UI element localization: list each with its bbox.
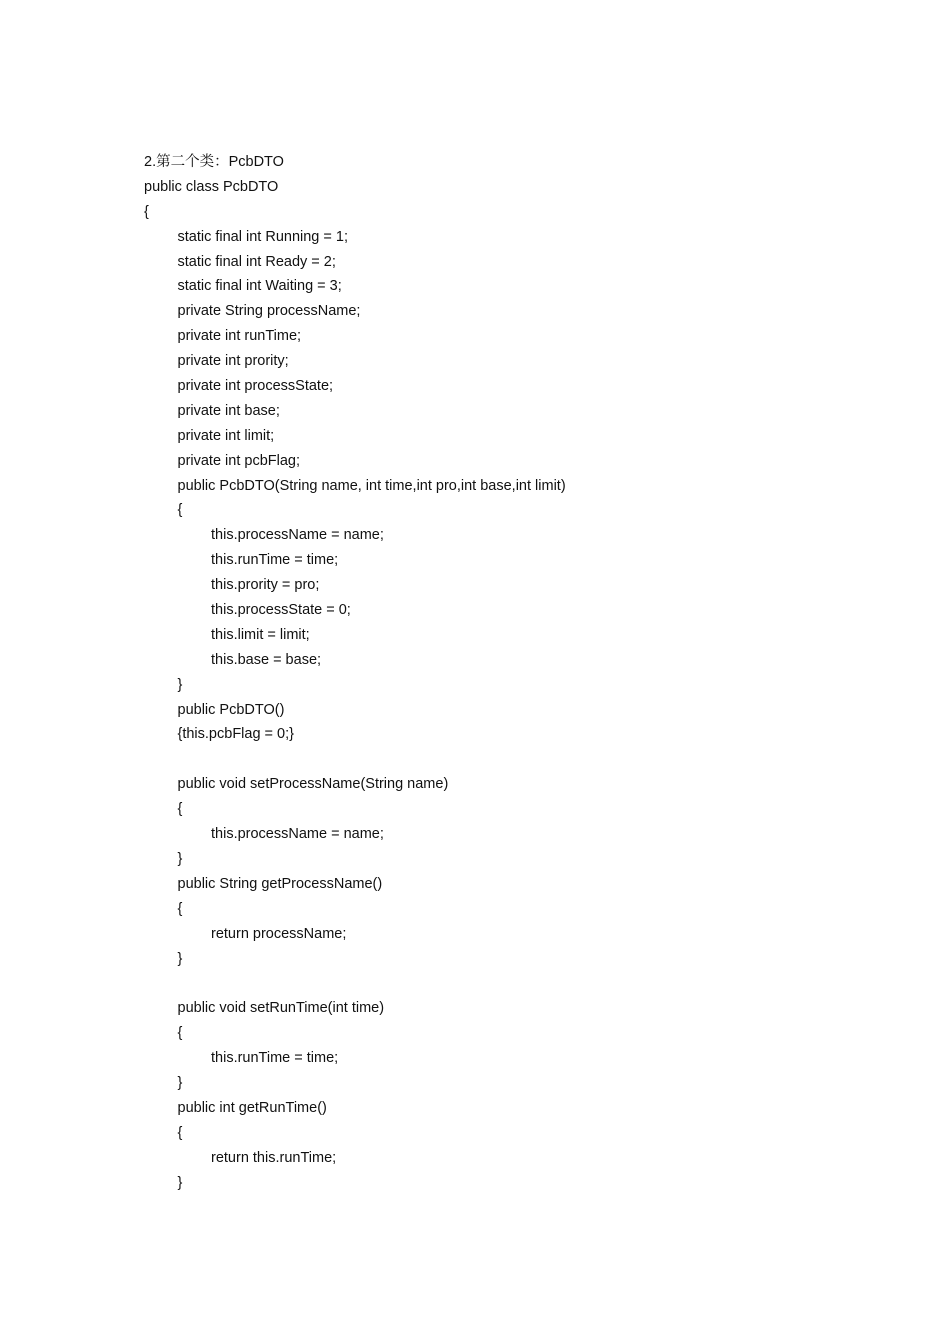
code-line: } [177,1074,183,1091]
code-line: private int processState; [177,378,334,395]
section-heading: 2.第二个类：PcbDTO [144,154,284,170]
code-line: { [177,801,183,818]
code-line: private int limit; [177,427,275,444]
code-line: public String getProcessName() [177,875,383,892]
blank-line [144,747,844,772]
code-line: { [144,203,149,220]
code-line: return this.runTime; [211,1149,337,1166]
code-line: this.processName = name; [211,826,384,843]
code-listing [144,150,844,1195]
code-line: this.base = base; [211,651,322,668]
code-line: private int prority; [177,353,289,370]
blank-line [144,971,844,996]
code-line: } [177,950,183,967]
code-line: public void setProcessName(String name) [177,776,449,793]
code-line: static final int Ready = 2; [177,253,336,270]
code-lines [144,175,844,1196]
code-line: static final int Waiting = 3; [177,278,342,295]
code-line: static final int Running = 1; [177,228,348,245]
code-line: this.processName = name; [211,527,384,544]
code-line: { [177,1025,183,1042]
code-line: this.runTime = time; [211,1050,339,1067]
code-line: } [177,676,183,693]
code-line: public PcbDTO() [177,701,285,718]
code-line: private int runTime; [177,328,302,345]
code-line: this.processState = 0; [211,602,351,619]
code-line: } [177,1174,183,1191]
code-line: { [177,502,183,519]
code-line: private String processName; [177,303,361,320]
code-line: } [177,850,183,867]
code-line: private int base; [177,402,280,419]
code-line: {this.pcbFlag = 0;} [177,726,294,743]
code-line: public class PcbDTO [144,178,279,195]
code-line: { [177,1124,183,1141]
code-line: return processName; [211,925,347,942]
code-line: this.limit = limit; [211,626,310,643]
code-line: { [177,900,183,917]
code-line: public int getRunTime() [177,1099,327,1116]
code-line: private int pcbFlag; [177,452,301,469]
code-line: public void setRunTime(int time) [177,1000,385,1017]
code-line: public PcbDTO(String name, int time,int pro,int base,int limit) [177,477,566,494]
code-line: this.runTime = time; [211,552,339,569]
code-line: this.prority = pro; [211,577,320,594]
